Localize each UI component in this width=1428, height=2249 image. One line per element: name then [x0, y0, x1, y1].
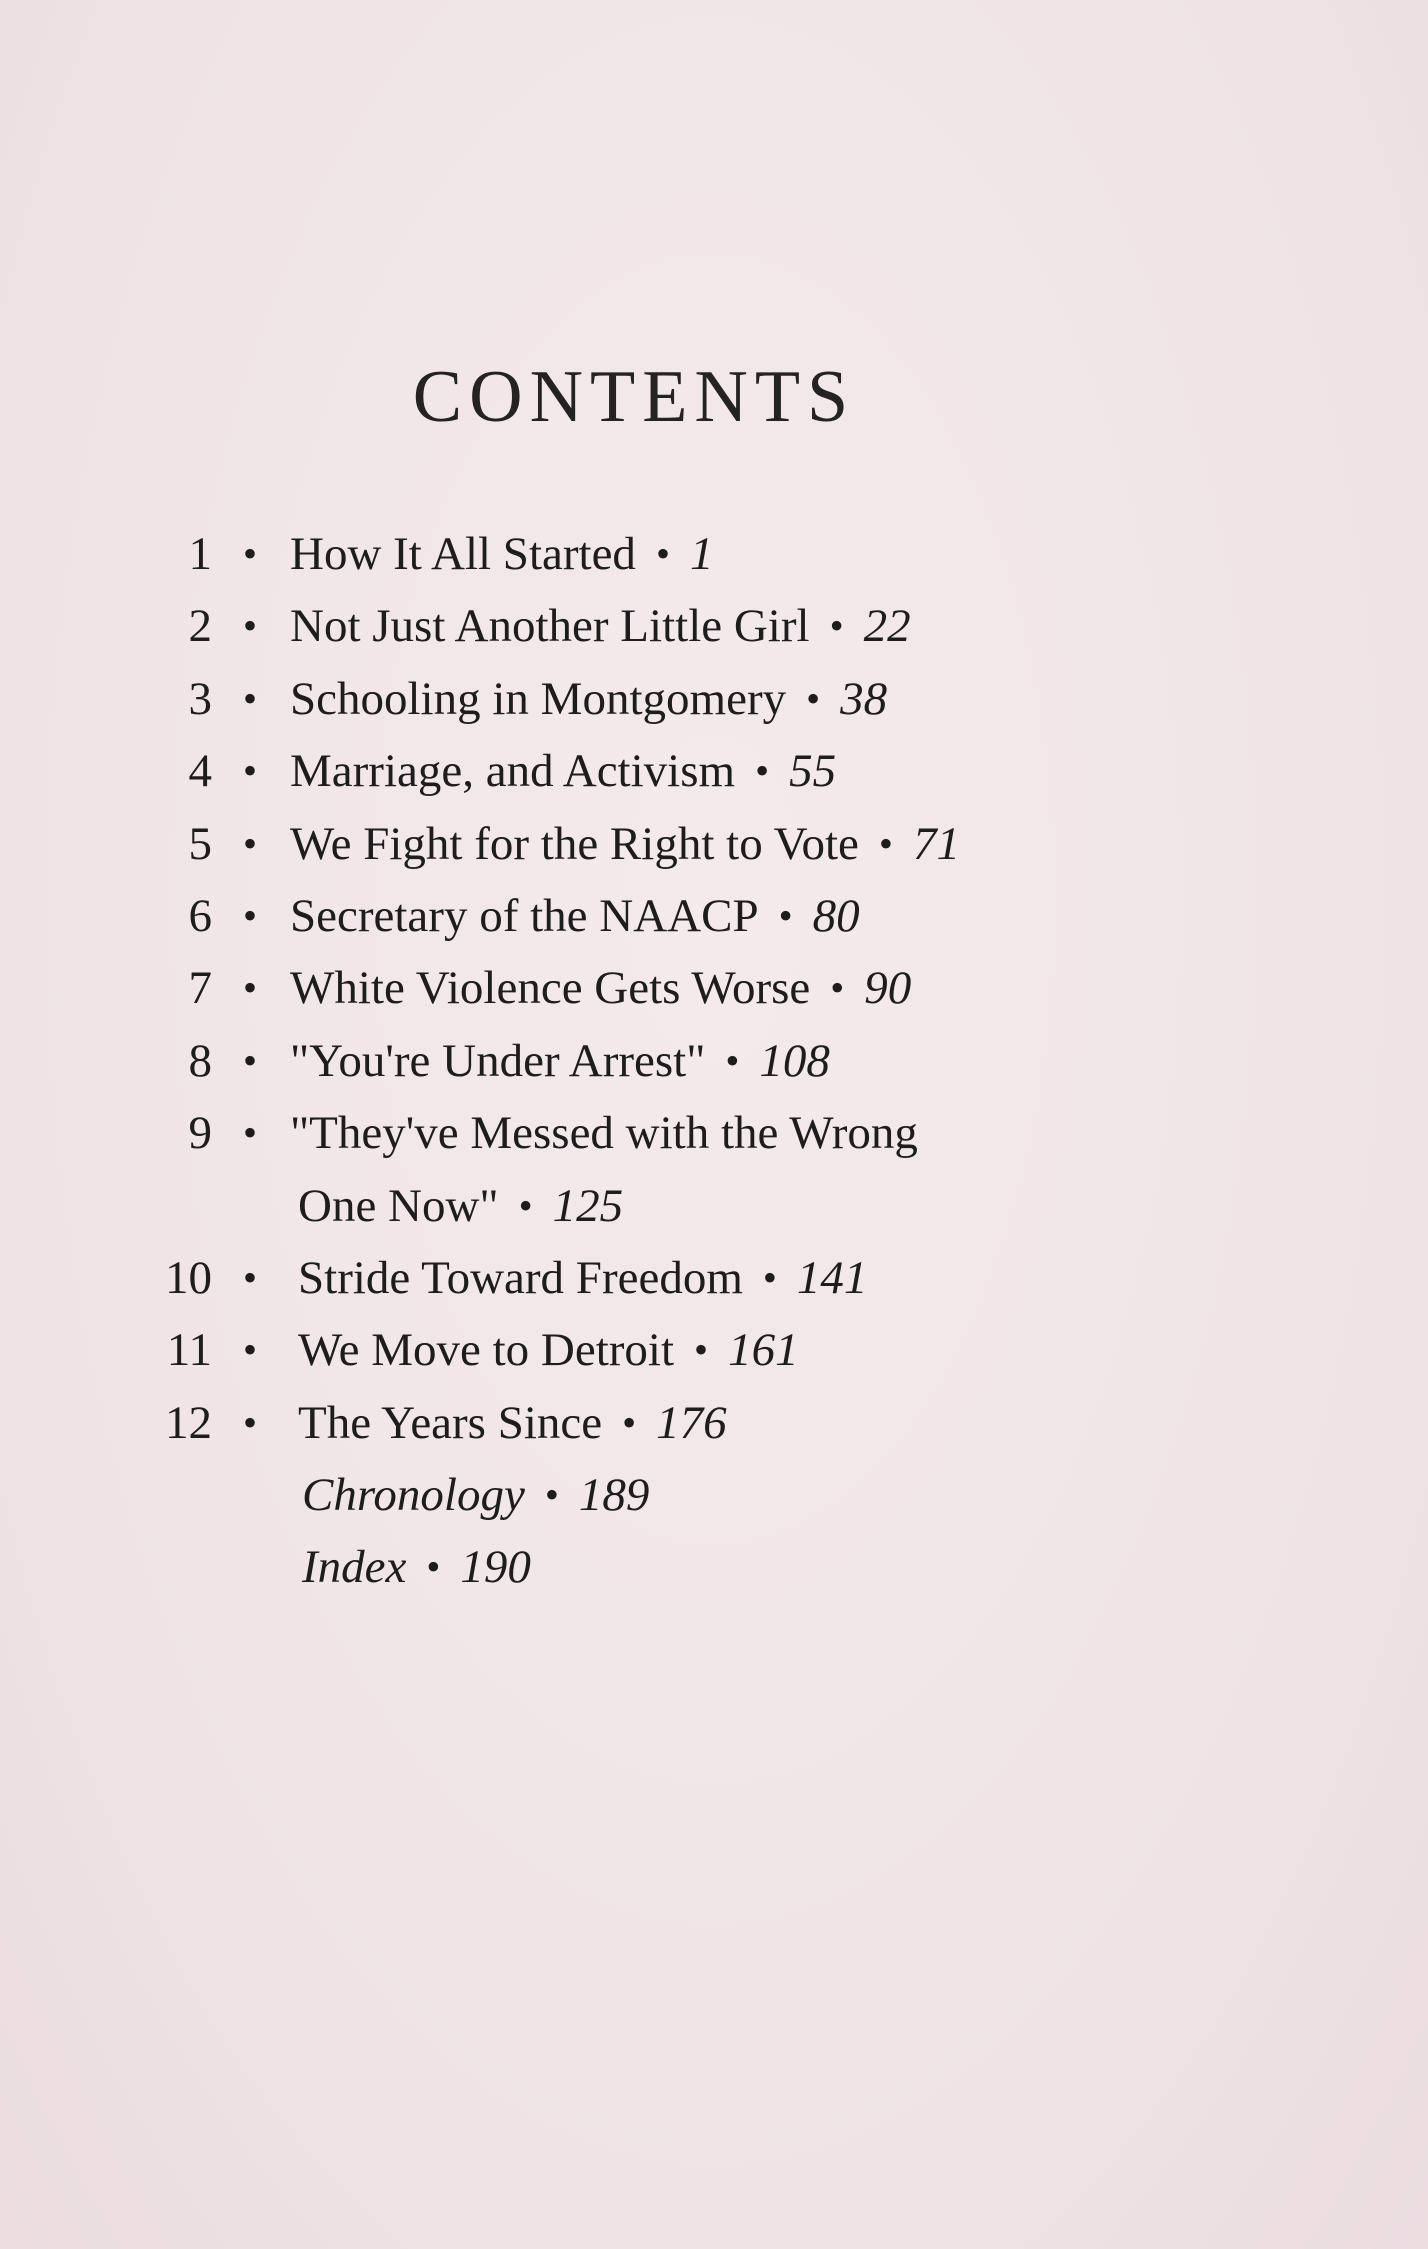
- chapter-title: The Years Since: [298, 1396, 603, 1449]
- page-number: 55: [789, 745, 837, 798]
- chapter-number: 11: [166, 1324, 212, 1377]
- bullet-separator: •: [242, 603, 257, 649]
- bullet-separator: •: [622, 1399, 637, 1445]
- chapter-title-line: [290, 663, 887, 735]
- toc-entry: [0, 663, 1300, 735]
- page-number: 141: [796, 1251, 868, 1304]
- page-number: 80: [812, 889, 860, 942]
- chapter-title-line: [298, 1314, 799, 1386]
- back-matter-line: [302, 1459, 649, 1531]
- chapter-title: "You're Under Arrest": [290, 1034, 706, 1087]
- bullet-separator: •: [762, 1254, 777, 1300]
- page-number: 108: [759, 1034, 830, 1087]
- bullet-separator: •: [694, 1327, 709, 1373]
- page-number: 176: [656, 1396, 727, 1449]
- toc-entry: [0, 880, 1300, 952]
- bullet-separator: •: [426, 1544, 441, 1590]
- back-matter-line: [302, 1531, 531, 1603]
- bullet-separator: •: [242, 531, 257, 576]
- chapter-title: Schooling in Montgomery: [290, 672, 787, 725]
- chapter-title: We Move to Detroit: [298, 1324, 675, 1377]
- bullet-separator: •: [242, 1327, 257, 1373]
- chapter-title-line: [298, 1242, 867, 1314]
- chapter-title-line: [298, 1387, 727, 1459]
- chapter-number: 3: [188, 672, 212, 725]
- bullet-separator: •: [544, 1472, 559, 1518]
- toc-entry: [0, 1314, 1300, 1386]
- toc-entry: [0, 1387, 1300, 1459]
- bullet-separator: •: [242, 1110, 257, 1156]
- toc-entry: [0, 1025, 1300, 1097]
- bullet-separator: •: [755, 748, 770, 794]
- chapter-title: "They've Messed with the Wrong: [290, 1107, 918, 1160]
- chapter-title: How It All Started: [290, 528, 636, 580]
- bullet-separator: •: [655, 531, 670, 576]
- toc-entry: [0, 1097, 1300, 1169]
- chapter-title: We Fight for the Right to Vote: [290, 817, 859, 870]
- toc-entry-continuation: [0, 1170, 1300, 1242]
- page-number: 125: [552, 1179, 624, 1232]
- bullet-separator: •: [518, 1182, 533, 1228]
- page-title: CONTENTS: [412, 356, 856, 438]
- chapter-title: Marriage, and Activism: [290, 745, 736, 798]
- bullet-separator: •: [242, 1254, 257, 1300]
- chapter-title-line: [290, 518, 713, 590]
- chapter-number: 7: [188, 962, 212, 1015]
- chapter-title: Secretary of the NAACP: [290, 889, 759, 942]
- chapter-title-line: [290, 1025, 830, 1097]
- toc-entry: [0, 1242, 1300, 1314]
- bullet-separator: •: [725, 1037, 740, 1083]
- chapter-number: 9: [188, 1107, 212, 1160]
- page-number: 161: [728, 1324, 799, 1377]
- chapter-title-line: [290, 590, 911, 662]
- toc-entry: [0, 590, 1300, 662]
- page-number: 1: [689, 528, 714, 580]
- chapter-number: 4: [188, 745, 212, 798]
- toc-entry: [0, 735, 1300, 807]
- chapter-number: 8: [188, 1034, 212, 1087]
- bullet-separator: •: [242, 1037, 257, 1083]
- chapter-number: 2: [188, 600, 212, 653]
- bullet-separator: •: [806, 675, 821, 721]
- chapter-number: 10: [165, 1251, 212, 1304]
- chapter-title-line: [298, 1170, 623, 1242]
- bullet-separator: •: [878, 820, 893, 866]
- chapter-title-line: [290, 952, 911, 1024]
- toc-entry: [0, 808, 1300, 880]
- chapter-number: 6: [188, 889, 212, 942]
- chapter-title: Stride Toward Freedom: [298, 1251, 743, 1304]
- bullet-separator: •: [242, 892, 257, 938]
- chapter-title-line: [290, 880, 860, 952]
- chapter-title-line: [290, 808, 960, 880]
- back-matter-entry: [0, 1531, 1300, 1603]
- toc-entry: [0, 952, 1300, 1024]
- chapter-number: 12: [165, 1396, 212, 1449]
- back-matter-title: Chronology: [302, 1469, 525, 1522]
- bullet-separator: •: [778, 892, 793, 938]
- bullet-separator: •: [242, 675, 257, 721]
- bullet-separator: •: [830, 965, 845, 1011]
- back-matter-title: Index: [302, 1541, 407, 1594]
- back-matter-entry: [0, 1459, 1300, 1531]
- page-number: 90: [864, 962, 912, 1015]
- chapter-title-continued: One Now": [298, 1179, 499, 1232]
- bullet-separator: •: [829, 603, 844, 649]
- bullet-separator: •: [242, 1399, 257, 1445]
- page-number: 71: [912, 817, 960, 870]
- table-of-contents: [0, 518, 1300, 1604]
- page-number: 22: [863, 600, 911, 653]
- toc-entry: [0, 518, 1300, 590]
- chapter-title-line: [290, 735, 836, 807]
- page-number: 38: [840, 672, 888, 725]
- chapter-number: 5: [188, 817, 212, 870]
- page-number: 190: [460, 1541, 531, 1594]
- page-number: 189: [578, 1469, 650, 1522]
- bullet-separator: •: [242, 820, 257, 866]
- bullet-separator: •: [242, 748, 257, 794]
- chapter-title: Not Just Another Little Girl: [290, 600, 810, 653]
- chapter-title: White Violence Gets Worse: [290, 962, 811, 1015]
- chapter-number: 1: [188, 528, 212, 580]
- bullet-separator: •: [242, 965, 257, 1011]
